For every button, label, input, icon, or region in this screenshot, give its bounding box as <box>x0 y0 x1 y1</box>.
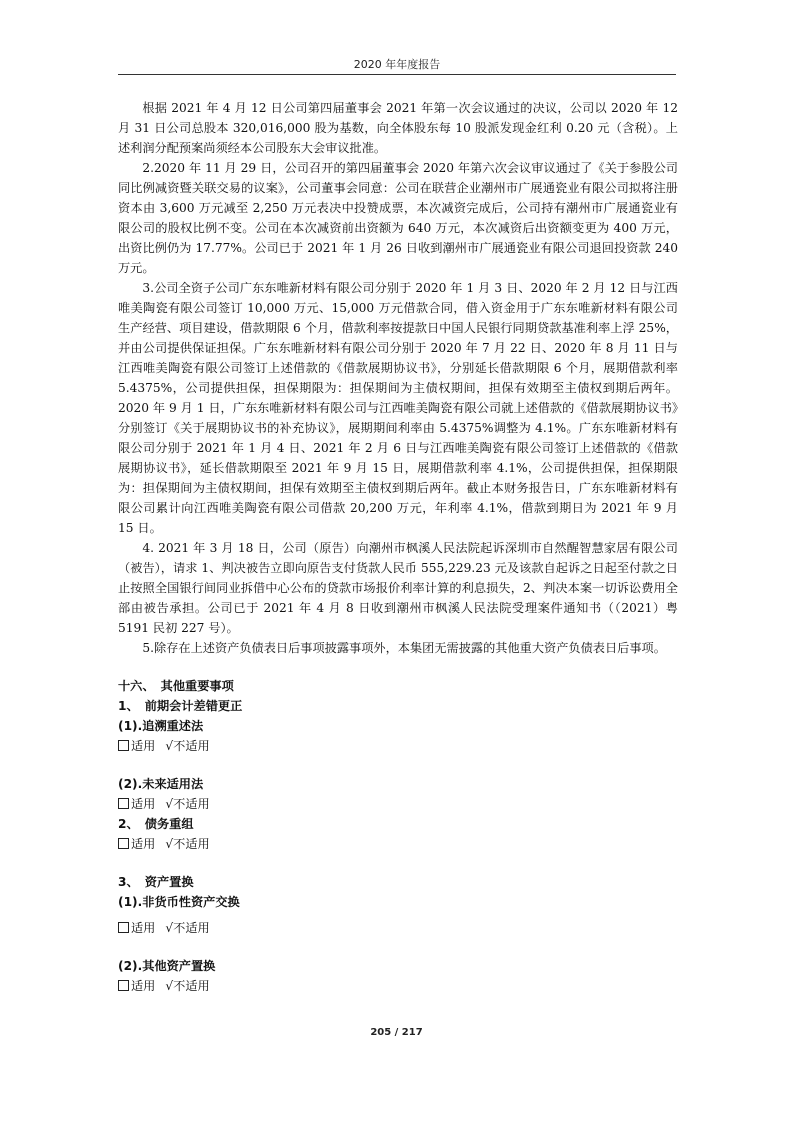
not-applicable-label: √不适用 <box>165 979 210 993</box>
checkbox-icon <box>118 740 129 751</box>
applicable-label: 适用 <box>131 921 156 935</box>
applicable-label: 适用 <box>131 797 156 811</box>
not-applicable-label: √不适用 <box>165 739 210 753</box>
paragraph-profit-distribution: 根据 2021 年 4 月 12 日公司第四届董事会 2021 年第一次会议通过的决议，公司以 2020 年 12 月 31 日公司总股本 320,016,000 股为基数，向全体股东每 10 股派发现金红利 0.20 元（含税）。上述利润分配预案尚须经本公司股东大会审议批准。 <box>118 101 678 155</box>
applicability-row <box>118 736 678 756</box>
document-body <box>118 98 678 996</box>
paragraph-loan-contracts: 3.公司全资子公司广东东唯新材料有限公司分别于 2020 年 1 月 3 日、2020 年 2 月 12 日与江西唯美陶瓷有限公司签订 10,000 万元、15,000 万元借款合同，借入资金用于广东东唯新材料有限公司生产经营、项目建设，借款期限 6 个月，借款利率按提款日中国人民银行同期贷款基准利率上浮 25%，并由公司提供保证担保。广东东唯新材料有限公司分别于 2020 年 7 月 22 日、2020 年 8 月 11 日与江西唯美陶瓷有限公司签订上述借款的《借款展期协议书》，分别延长借款期限 6 个月，展期借款利率 5.4375%，公司提供担保，担保期限为：担保期间为主债权期间，担保有效期至主债权到期后两年。2020 年 9 月 1 日，广东东唯新材料有限公司与江西唯美陶瓷有限公司就上述借款的《借款展期协议书》分别签订《关于展期协议书的补充协议》，展期期间利率由 5.4375%调整为 4.1%。广东东唯新材料有限公司分别于 2021 年 1 月 4 日、2021 年 2 月 6 日与江西唯美陶瓷有限公司签订上述借款的《借款展期协议书》，延长借款期限至 2021 年 9 月 15 日，展期借款利率 4.1%，公司提供担保，担保期限为：担保期间为主债权期间，担保有效期至主债权到期后两年。截止本财务报告日，广东东唯新材料有限公司累计向江西唯美陶瓷有限公司借款 20,200 万元，年利率 4.1%，借款到期日为 2021 年 9 月 15 日。 <box>118 281 678 535</box>
header-divider <box>118 74 676 75</box>
applicable-label: 适用 <box>131 979 156 993</box>
paragraph-lawsuit: 4. 2021 年 3 月 18 日，公司（原告）向潮州市枫溪人民法院起诉深圳市自然醒智慧家居有限公司（被告），请求 1、判决被告立即向原告支付货款人民币 555,229.23 元及该款自起诉之日起至付款之日止按照全国银行间同业拆借中心公布的贷款市场报价利率计算的利息损失，2、判决本案一切诉讼费用全部由被告承担。公司已于 2021 年 4 月 8 日收到潮州市枫溪人民法院受理案件通知书（（2021）粤 5191 民初 227 号）。 <box>118 541 678 635</box>
heading-debt-restructuring: 2、 债务重组 <box>118 817 194 831</box>
heading-non-monetary-exchange: (1).非货币性资产交换 <box>118 895 240 909</box>
page-number: 205 / 217 <box>370 1027 423 1038</box>
checkbox-icon <box>118 838 129 849</box>
paragraph-capital-reduction: 2.2020 年 11 月 29 日，公司召开的第四届董事会 2020 年第六次会议审议通过了《关于参股公司同比例减资暨关联交易的议案》，公司董事会同意：公司在联营企业潮州市广展通瓷业有限公司拟将注册资本由 3,600 万元减至 2,250 万元表决中投赞成票，本次减资完成后，公司持有潮州市广展通瓷业有限公司的股权比例不变。公司在本次减资前出资额为 640 万元，本次减资后出资额变更为 400 万元，出资比例仍为 17.77%。公司已于 2021 年 1 月 26 日收到潮州市广展通瓷业有限公司退回投资款 240 万元。 <box>118 161 678 275</box>
paragraph-other-events: 5.除存在上述资产负债表日后事项披露事项外，本集团无需披露的其他重大资产负债表日后事项。 <box>142 641 666 655</box>
heading-prospective-application: (2).未来适用法 <box>118 777 204 791</box>
page-header: 2020 年年度报告 <box>353 58 441 71</box>
heading-other-asset-swap: (2).其他资产置换 <box>118 959 216 973</box>
not-applicable-label: √不适用 <box>165 837 210 851</box>
checkbox-icon <box>118 980 129 991</box>
heading-asset-swap: 3、 资产置换 <box>118 875 194 889</box>
applicable-label: 适用 <box>131 739 156 753</box>
applicability-row <box>118 794 678 814</box>
section-heading-16: 十六、 其他重要事项 <box>118 679 234 693</box>
not-applicable-label: √不适用 <box>165 797 210 811</box>
not-applicable-label: √不适用 <box>165 921 210 935</box>
applicable-label: 适用 <box>131 837 156 851</box>
heading-prior-period-errors: 1、 前期会计差错更正 <box>118 699 243 713</box>
checkbox-icon <box>118 798 129 809</box>
applicability-row <box>118 918 678 938</box>
checkbox-icon <box>118 922 129 933</box>
applicability-row <box>118 834 678 854</box>
applicability-row <box>118 976 678 996</box>
heading-retrospective-restatement: (1).追溯重述法 <box>118 719 204 733</box>
